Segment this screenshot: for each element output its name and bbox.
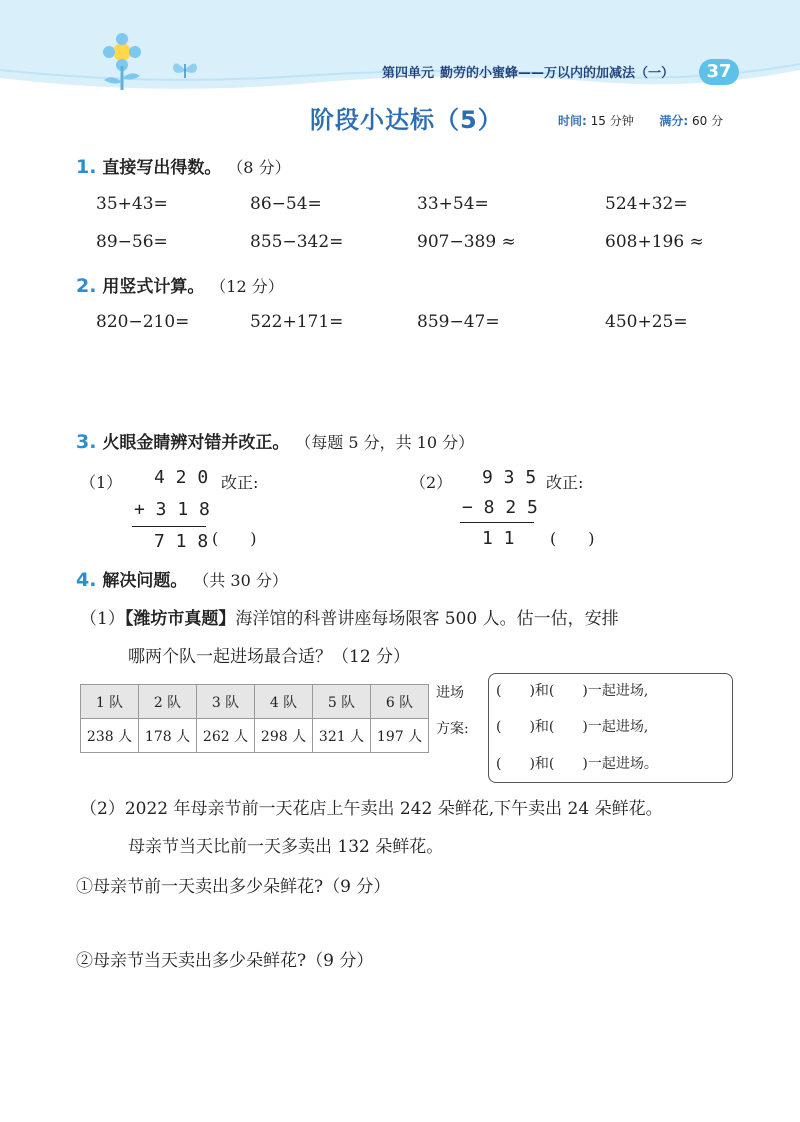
header-band — [0, 0, 800, 96]
q3-part1-fix-label: 改正: — [221, 473, 259, 492]
time-value: 15 分钟 — [590, 114, 634, 128]
score-label: 满分: — [659, 114, 689, 128]
q3-part2-fix-label: 改正: — [546, 473, 584, 492]
q4-part2-label: （2） — [80, 799, 125, 819]
q3-part1-result: 7 1 8 — [154, 531, 209, 552]
q3-text: 火眼金睛辨对错并改正。 — [102, 433, 290, 453]
team-count-cell: 321 人 — [313, 719, 371, 753]
q2-item: 522+171= — [250, 312, 344, 332]
q4-sub1: ①母亲节前一天卖出多少朵鲜花?（9 分） — [76, 877, 391, 897]
plan-label-line1: 进场 — [436, 685, 464, 701]
q1-item: 907−389 ≈ — [417, 232, 516, 252]
unit-title — [382, 62, 674, 81]
q1-item: 608+196 ≈ — [605, 232, 704, 252]
q1-item: 86−54= — [250, 194, 322, 214]
q3-part2-paren: ( ) — [550, 529, 595, 548]
butterfly-icon — [170, 58, 200, 82]
team-name-cell: 1 队 — [81, 685, 139, 719]
q2-item: 820−210= — [96, 312, 190, 332]
q4-heading — [76, 566, 288, 591]
page-number-badge: 37 — [699, 59, 739, 85]
team-name-cell: 6 队 — [371, 685, 429, 719]
q3-part2-label: （2） — [410, 473, 453, 492]
q4-part1-line1 — [80, 604, 619, 629]
team-count-cell: 262 人 — [197, 719, 255, 753]
plan-line: ( )和( )一起进场, — [496, 683, 649, 699]
meta-info — [558, 112, 723, 129]
q1-item: 35+43= — [96, 194, 168, 214]
table-row — [81, 719, 429, 753]
q3-heading — [76, 428, 474, 453]
plan-label-line2: 方案: — [436, 721, 469, 737]
plan-line: ( )和( )一起进场, — [496, 719, 649, 735]
flower-icon — [100, 32, 160, 92]
unit-number: 第四单元 — [382, 66, 435, 81]
q2-item: 450+25= — [605, 312, 688, 332]
q2-number: 2. — [76, 275, 97, 297]
team-count-cell: 197 人 — [371, 719, 429, 753]
team-count-cell: 178 人 — [139, 719, 197, 753]
q3-part2-result: 1 1 — [482, 528, 515, 549]
q4-sub2: ②母亲节当天卖出多少朵鲜花?（9 分） — [76, 951, 374, 971]
q3-part1-paren: ( ) — [212, 529, 257, 548]
q1-text: 直接写出得数。 — [102, 158, 222, 178]
score-value: 60 分 — [692, 114, 724, 128]
q3-part2-top: 9 3 5 — [482, 467, 537, 488]
q4-part2-line1 — [80, 794, 663, 819]
q1-points: （8 分） — [227, 158, 291, 177]
q1-item: 33+54= — [417, 194, 489, 214]
q4-number: 4. — [76, 569, 97, 591]
unit-name: 勤劳的小蜜蜂——万以内的加减法（一） — [440, 66, 675, 81]
page-title: 阶段小达标（5） — [310, 106, 503, 134]
q3-part1-label: （1） — [80, 473, 123, 492]
q3-part2-mid: − 8 2 5 — [462, 497, 538, 518]
q1-item: 524+32= — [605, 194, 688, 214]
q4-points: （共 30 分） — [193, 571, 288, 590]
plan-line: ( )和( )一起进场。 — [496, 756, 658, 772]
q3-part2-rule — [460, 522, 534, 523]
q4-part2-line2: 母亲节当天比前一天多卖出 132 朵鲜花。 — [128, 837, 444, 857]
q2-item: 859−47= — [417, 312, 500, 332]
q3-part1-mid: + 3 1 8 — [134, 499, 210, 520]
q4-part2-text1: 2022 年母亲节前一天花店上午卖出 242 朵鲜花,下午卖出 24 朵鲜花。 — [124, 799, 663, 819]
q1-heading — [76, 153, 291, 178]
team-name-cell: 4 队 — [255, 685, 313, 719]
team-name-cell: 2 队 — [139, 685, 197, 719]
team-count-cell: 298 人 — [255, 719, 313, 753]
q4-part1-line2: 哪两个队一起进场最合适？（12 分） — [128, 647, 411, 667]
team-name-cell: 5 队 — [313, 685, 371, 719]
teams-table — [80, 684, 429, 753]
q3-part1-top: 4 2 0 — [154, 467, 209, 488]
q2-heading — [76, 272, 284, 297]
q3-number: 3. — [76, 431, 97, 453]
q4-part1-tag: 【潍坊市真题】 — [124, 609, 236, 629]
q3-points: （每题 5 分，共 10 分） — [295, 433, 475, 452]
q2-points: （12 分） — [210, 277, 284, 296]
q1-number: 1. — [76, 156, 97, 178]
q2-text: 用竖式计算。 — [102, 277, 205, 297]
q1-item: 855−342= — [250, 232, 344, 252]
team-name-cell: 3 队 — [197, 685, 255, 719]
table-row — [81, 685, 429, 719]
time-label: 时间: — [558, 114, 587, 128]
q4-part1-text1: 海洋馆的科普讲座每场限客 500 人。估一估，安排 — [235, 609, 619, 629]
q1-item: 89−56= — [96, 232, 168, 252]
q3-part1-rule — [132, 526, 206, 527]
q4-part1-label: （1） — [80, 609, 125, 629]
q4-text: 解决问题。 — [102, 571, 188, 591]
team-count-cell: 238 人 — [81, 719, 139, 753]
